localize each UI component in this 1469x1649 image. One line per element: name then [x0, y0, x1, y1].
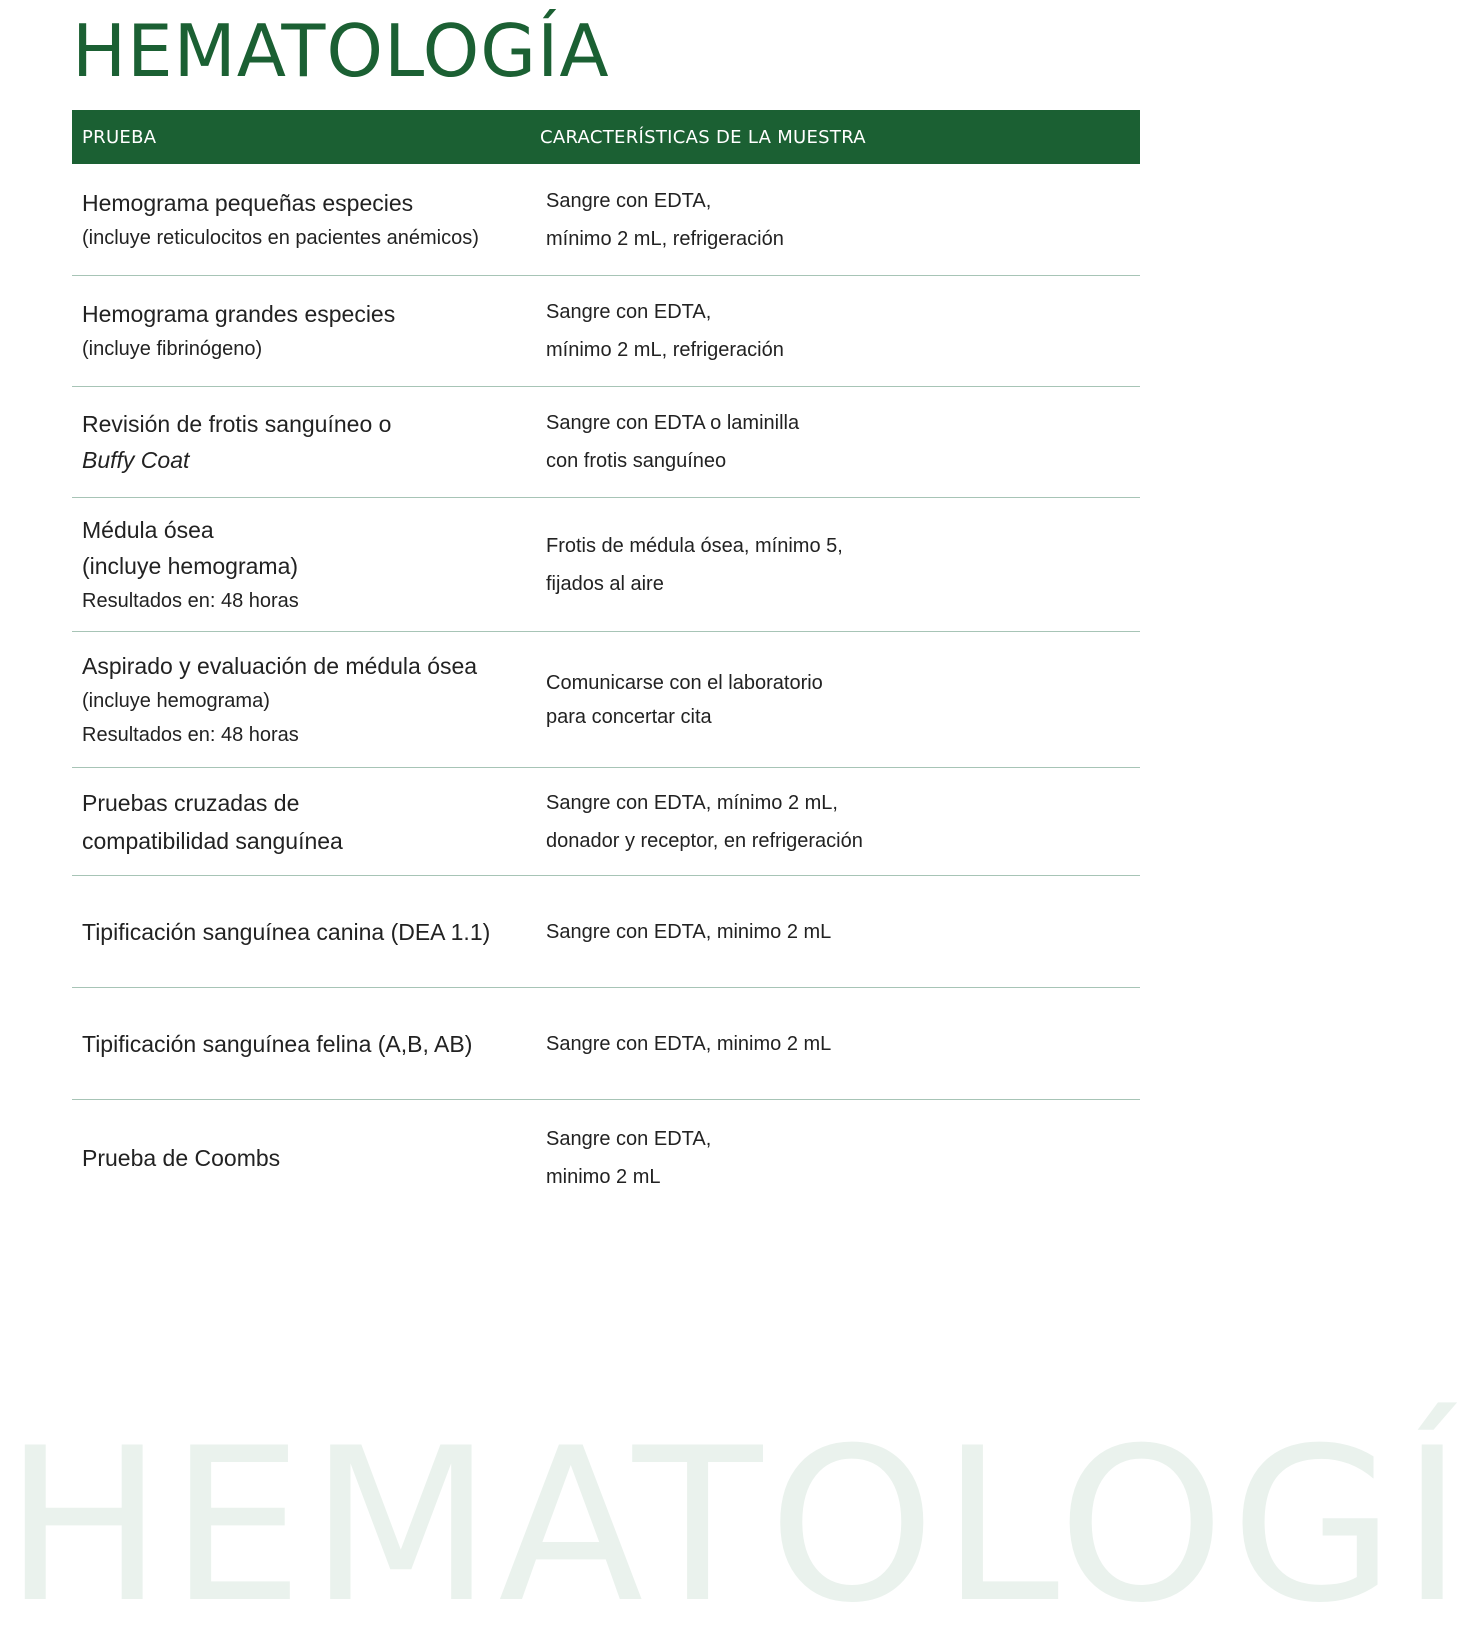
results-time: Resultados en: 48 horas — [82, 589, 299, 612]
sample-line: donador y receptor, en refrigeración — [546, 829, 863, 852]
sample-cell — [546, 666, 1140, 734]
test-name: Aspirado y evaluación de médula ósea — [82, 652, 478, 679]
table-row — [72, 276, 1140, 387]
sample-line: Sangre con EDTA, mínimo 2 mL, — [546, 791, 838, 814]
sample-cell — [546, 182, 1140, 258]
test-note: (incluye reticulocitos en pacientes anémicos) — [82, 226, 479, 249]
sample-line: con frotis sanguíneo — [546, 450, 727, 472]
test-name: Tipificación sanguínea canina (DEA 1.1) — [82, 918, 491, 945]
sample-cell — [546, 293, 1140, 369]
sample-line: Sangre con EDTA o laminilla — [546, 412, 800, 434]
sample-line: mínimo 2 mL, refrigeración — [546, 339, 784, 361]
test-name: Médula ósea — [82, 516, 214, 543]
hematology-table — [72, 110, 1140, 1216]
test-name: Hemograma pequeñas especies — [82, 189, 414, 216]
sample-line: Sangre con EDTA, — [546, 301, 712, 323]
test-cell — [72, 1026, 546, 1062]
table-row — [72, 164, 1140, 276]
sample-cell — [546, 784, 1140, 860]
sample-cell — [546, 527, 1140, 603]
table-row — [72, 988, 1140, 1100]
sample-cell — [546, 913, 1140, 951]
header-test: PRUEBA — [82, 126, 157, 148]
watermark-title: HEMATOLOGÍ — [4, 1402, 1469, 1649]
sample-cell — [546, 404, 1140, 480]
sample-line: Sangre con EDTA, minimo 2 mL — [546, 1032, 832, 1055]
test-cell — [72, 185, 546, 255]
sample-line: para concertar cita — [546, 705, 712, 728]
table-row — [72, 768, 1140, 876]
test-cell — [72, 512, 546, 618]
sample-line: Sangre con EDTA, — [546, 1128, 712, 1150]
table-row — [72, 876, 1140, 988]
table-row — [72, 1100, 1140, 1216]
test-note: (incluye hemograma) — [82, 552, 299, 579]
test-note: (incluye fibrinógeno) — [82, 338, 263, 360]
table-row — [72, 387, 1140, 498]
sample-cell — [546, 1120, 1140, 1196]
test-name: compatibilidad sanguínea — [82, 827, 343, 854]
test-cell — [72, 1140, 546, 1176]
sample-line: Sangre con EDTA, — [546, 189, 712, 212]
test-cell — [72, 296, 546, 366]
table-row — [72, 632, 1140, 768]
test-cell — [72, 784, 546, 860]
test-name: Prueba de Coombs — [82, 1145, 281, 1171]
test-cell — [72, 406, 546, 478]
test-cell — [72, 914, 546, 950]
test-cell — [72, 648, 546, 752]
page-title: HEMATOLOGÍA — [72, 9, 610, 93]
test-name: Revisión de frotis sanguíneo o — [82, 411, 392, 437]
test-name: Tipificación sanguínea felina (A,B, AB) — [82, 1030, 473, 1057]
sample-line: fijados al aire — [546, 572, 664, 595]
test-note: (incluye hemograma) — [82, 689, 270, 712]
sample-line: Sangre con EDTA, minimo 2 mL — [546, 920, 832, 943]
table-header — [72, 110, 1140, 164]
sample-cell — [546, 1025, 1140, 1063]
sample-line: minimo 2 mL — [546, 1166, 661, 1188]
sample-line: Comunicarse con el laboratorio — [546, 671, 823, 694]
sample-line: mínimo 2 mL, refrigeración — [546, 227, 784, 250]
sample-line: Frotis de médula ósea, mínimo 5, — [546, 534, 843, 557]
test-name-italic: Buffy Coat — [82, 447, 190, 473]
table-row — [72, 498, 1140, 632]
header-sample: CARACTERÍSTICAS DE LA MUESTRA — [540, 126, 866, 148]
results-time: Resultados en: 48 horas — [82, 723, 299, 746]
test-name: Hemograma grandes especies — [82, 301, 396, 327]
test-name: Pruebas cruzadas de — [82, 789, 300, 816]
